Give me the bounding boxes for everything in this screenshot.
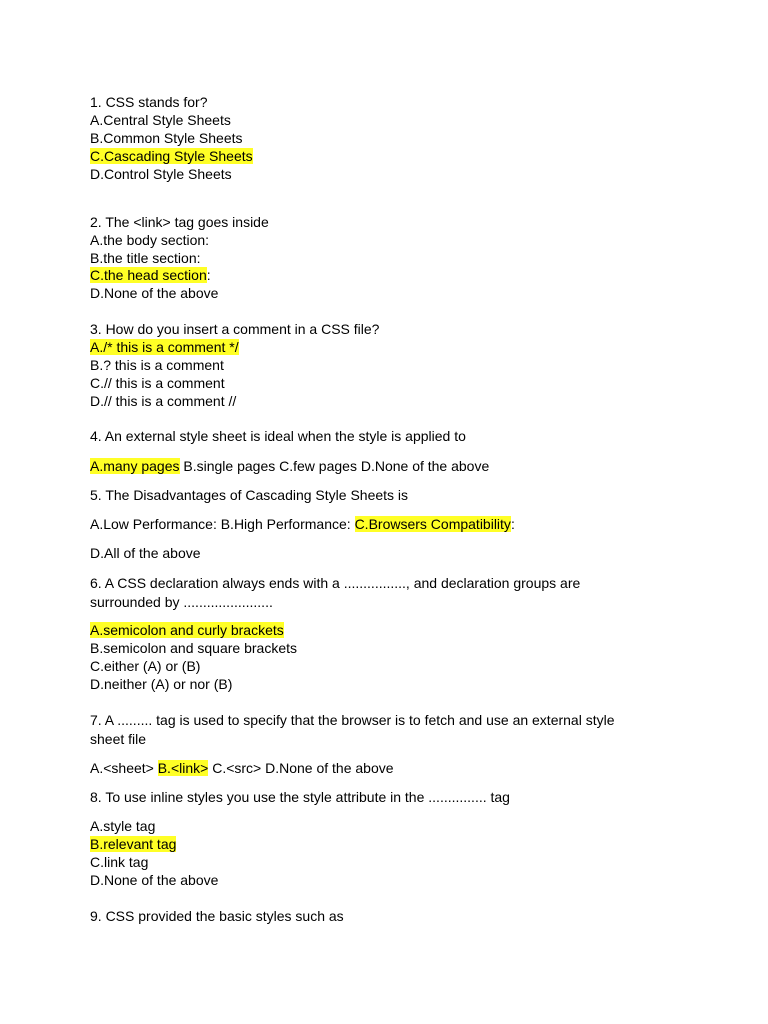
question-5-option-d: D.All of the above [90, 545, 201, 561]
highlighted-answer: C.Cascading Style Sheets [90, 148, 253, 164]
highlighted-answer: B.relevant tag [90, 836, 177, 852]
option-suffix: : [510, 516, 515, 532]
question-4-options [90, 457, 489, 475]
question-2-option-a: A.the body section: [90, 232, 210, 248]
question-1-option-a: A.Central Style Sheets [90, 112, 231, 128]
question-2-option-d: D.None of the above [90, 285, 219, 301]
question-6-option-c: C.either (A) or (B) [90, 658, 201, 674]
question-3-option-c: C.// this is a comment [90, 375, 225, 391]
question-8-option-a: A.style tag [90, 818, 156, 834]
question-6-option-d: D.neither (A) or nor (B) [90, 676, 233, 692]
question-8-prompt: 8. To use inline styles you use the style attribute in the ............... tag [90, 789, 510, 805]
question-5-options [90, 515, 515, 533]
highlighted-answer: C.the head section [90, 267, 207, 283]
highlighted-answer: A.semicolon and curly brackets [90, 622, 284, 638]
question-3-option-b: B.? this is a comment [90, 357, 224, 373]
question-7-prompt-line-1: 7. A ......... tag is used to specify that the browser is to fetch and use an external style [90, 712, 615, 728]
highlighted-answer: A./* this is a comment */ [90, 339, 239, 355]
question-7-options [90, 759, 394, 777]
question-6-option-b: B.semicolon and square brackets [90, 640, 297, 656]
highlighted-answer: C.Browsers Compatibility [354, 516, 511, 532]
options-text: A.Low Performance: B.High Performance: [90, 516, 355, 532]
options-text: B.single pages C.few pages D.None of the above [179, 458, 490, 474]
question-8-option-c: C.link tag [90, 854, 149, 870]
question-8-option-b [90, 835, 176, 853]
options-text: A.<sheet> [90, 760, 158, 776]
question-2-option-b: B.the title section: [90, 250, 201, 266]
question-1-option-b: B.Common Style Sheets [90, 130, 243, 146]
highlighted-answer: A.many pages [90, 458, 180, 474]
question-3-prompt: 3. How do you insert a comment in a CSS file? [90, 321, 380, 337]
question-8-option-d: D.None of the above [90, 872, 219, 888]
highlighted-answer: B.<link> [157, 760, 209, 776]
question-2-option-c [90, 266, 211, 284]
question-9-prompt: 9. CSS provided the basic styles such as [90, 908, 344, 924]
question-1-option-c [90, 147, 253, 165]
question-1-prompt: 1. CSS stands for? [90, 94, 208, 110]
question-6-prompt-line-2: surrounded by ....................... [90, 594, 273, 610]
question-5-prompt: 5. The Disadvantages of Cascading Style Sheets is [90, 487, 409, 503]
question-3-option-d: D.// this is a comment // [90, 393, 237, 409]
question-1-option-d: D.Control Style Sheets [90, 166, 232, 182]
options-text: C.<src> D.None of the above [208, 760, 394, 776]
question-6-option-a [90, 621, 284, 639]
question-7-prompt-line-2: sheet file [90, 731, 147, 747]
question-6-prompt-line-1: 6. A CSS declaration always ends with a ................, and declaration groups are [90, 575, 581, 591]
question-4-prompt: 4. An external style sheet is ideal when the style is applied to [90, 428, 466, 444]
question-2-prompt: 2. The <link> tag goes inside [90, 214, 269, 230]
question-3-option-a [90, 338, 239, 356]
option-suffix: : [206, 267, 211, 283]
